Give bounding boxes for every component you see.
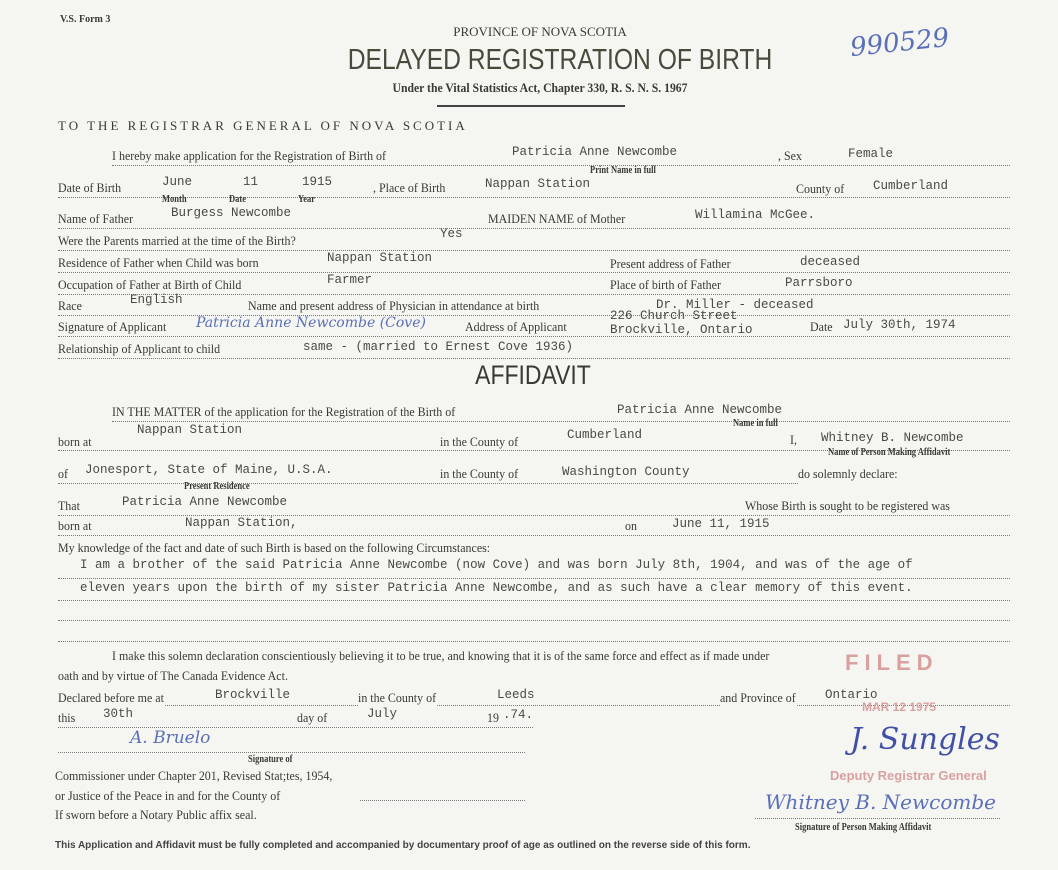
label: 19 [487,710,499,725]
label: on [625,518,637,533]
label: , Place of Birth [373,180,446,195]
province-value: Ontario [825,688,878,702]
label: MAIDEN NAME of Mother [488,211,626,226]
date-stamp: MAR 12 1975 [862,700,937,714]
label: I hereby make application for the Registration of Birth of [112,148,387,163]
county-value: Cumberland [873,179,949,193]
registration-number: 990529 [848,22,951,64]
address-line2: Brockville, Ontario [610,323,753,337]
dotted-line [58,228,1010,229]
label: Date of Birth [58,180,122,195]
dotted-line [58,272,1010,273]
office-stamp: Deputy Registrar General [830,768,987,783]
county2-value: Washington County [562,465,690,479]
label: Place of birth of Father [610,277,721,292]
dotted-line [112,421,1010,422]
dotted-line [755,818,1000,819]
child-name-value: Patricia Anne Newcombe [512,145,678,159]
province-heading: PROVINCE OF NOVA SCOTIA [453,24,627,39]
hint: Name in full [733,418,778,429]
label: Residence of Father when Child was born [58,255,259,270]
circumstances-line2: eleven years upon the birth of my sister Patricia Anne Newcombe, and as such have a clear memory of this event. [80,581,913,595]
date-value: July 30th, 1974 [843,318,956,332]
hint: Year [298,194,315,205]
county3-value: Leeds [497,688,535,702]
sex-value: Female [848,147,894,161]
county-value: Cumberland [567,428,643,442]
father-pob-value: Parrsboro [785,276,853,290]
hint: Print Name in full [590,165,656,176]
addressee: TO THE REGISTRAR GENERAL OF NOVA SCOTIA [58,118,468,133]
dotted-line [58,336,1010,337]
father-value: Burgess Newcombe [171,206,292,220]
year-value: .74. [503,708,534,722]
form-number: V.S. Form 3 [60,14,111,25]
label: Race [58,298,82,313]
footer-note: This Application and Affidavit must be fully completed and accompanied by documentary proof of age as outlined on the reverse side of this form. [55,840,751,851]
label: Occupation of Father at Birth of Child [58,277,242,292]
label: That [58,498,80,513]
subtitle: Under the Vital Statistics Act, Chapter 330, R. S. N. S. 1967 [392,80,688,95]
commissioner-text: If sworn before a Notary Public affix seal. [55,807,257,822]
label: this [58,710,76,725]
label: born at [58,518,92,533]
deponent-value: Whitney B. Newcombe [821,431,964,445]
dotted-line [58,578,1010,579]
married-value: Yes [440,227,463,241]
hint: Signature of Person Making Affidavit [795,822,932,833]
label: Name of Father [58,211,134,226]
present-address-value: deceased [800,255,861,269]
commissioner-signature: A. Bruelo [130,728,211,748]
race-value: English [130,293,183,307]
label: County of [796,181,845,196]
label: Relationship of Applicant to child [58,341,221,356]
registrar-signature: J. Sungles [850,722,1000,757]
dob-date-value: 11 [243,175,259,189]
occupation-value: Farmer [327,273,373,287]
label: in the County of [440,466,519,481]
label: do solemnly declare: [798,466,898,481]
pob-value: Nappan Station [485,177,591,191]
label: Address of Applicant [465,319,567,334]
physician-value: Dr. Miller - deceased [656,298,814,312]
dotted-line [112,165,1010,166]
deponent-signature: Whitney B. Newcombe [765,790,996,814]
label: Present address of Father [610,256,731,271]
commissioner-text: Commissioner under Chapter 201, Revised Stat;tes, 1954, [55,768,333,783]
dob-month-value: June [162,175,193,189]
dotted-line [58,600,1010,601]
declaration-text: I make this solemn declaration conscientiously believing it to be true, and knowing that it is of the same force and effect as if made under [112,648,770,663]
on-value: June 11, 1915 [672,517,770,531]
dob-year-value: 1915 [302,175,333,189]
hint: Name of Person Making Affidavit [828,447,951,458]
label: My knowledge of the fact and date of such Birth is based on the following Circumstances: [58,540,491,555]
affidavit-name-value: Patricia Anne Newcombe [617,403,783,417]
address-line1: 226 Church Street [610,309,738,323]
dotted-line [58,620,1010,621]
dotted-line [58,641,1010,642]
hint: Present Residence [184,481,250,492]
applicant-signature: Patricia Anne Newcombe (Cove) [196,315,426,331]
dotted-line [58,535,1010,536]
label: Name and present address of Physician in attendance at birth [248,298,540,313]
commissioner-text: or Justice of the Peace in and for the County of [55,788,281,803]
declared-at-value: Brockville [215,688,291,702]
dotted-line [360,800,525,801]
label: Signature of Applicant [58,319,167,334]
label: Date [810,319,833,334]
born-value: Nappan Station [137,423,243,437]
dotted-line [58,752,525,753]
label: I, [790,432,797,447]
residence-value: Nappan Station [327,251,433,265]
residence-value: Jonesport, State of Maine, U.S.A. [85,463,333,477]
dotted-line [58,358,1010,359]
mother-value: Willamina McGee. [695,208,816,222]
declaration-text: oath and by virtue of The Canada Evidence Act. [58,668,288,683]
label: of [58,466,68,481]
born2-value: Nappan Station, [185,516,298,530]
circumstances-line1: I am a brother of the said Patricia Anne Newcombe (now Cove) and was born July 8th, 1904, and was of the age of [80,558,913,572]
label: in the County of [440,434,519,449]
hint: Signature of [248,754,293,765]
label: Declared before me at [58,690,164,705]
label: Were the Parents married at the time of the Birth? [58,233,296,248]
affidavit-title: AFFIDAVIT [475,360,591,390]
label: , Sex [778,148,802,163]
hint: Month [162,194,187,205]
dotted-line [58,483,798,484]
day-value: 30th [103,707,134,721]
that-value: Patricia Anne Newcombe [122,495,288,509]
label: and Province of [720,690,796,705]
title-rule [437,105,625,107]
label: in the County of [358,690,437,705]
label: born at [58,434,92,449]
label: Whose Birth is sought to be registered was [745,498,950,513]
dotted-line [58,250,1010,251]
page-title: DELAYED REGISTRATION OF BIRTH [347,44,773,76]
dotted-line [58,197,1010,198]
hint: Date [229,194,246,205]
month-value: July [367,707,398,721]
label: IN THE MATTER of the application for the Registration of the Birth of [112,404,456,419]
dotted-line [58,294,1010,295]
filed-stamp: FILED [845,650,939,675]
label: day of [297,710,328,725]
relationship-value: same - (married to Ernest Cove 1936) [303,340,574,354]
